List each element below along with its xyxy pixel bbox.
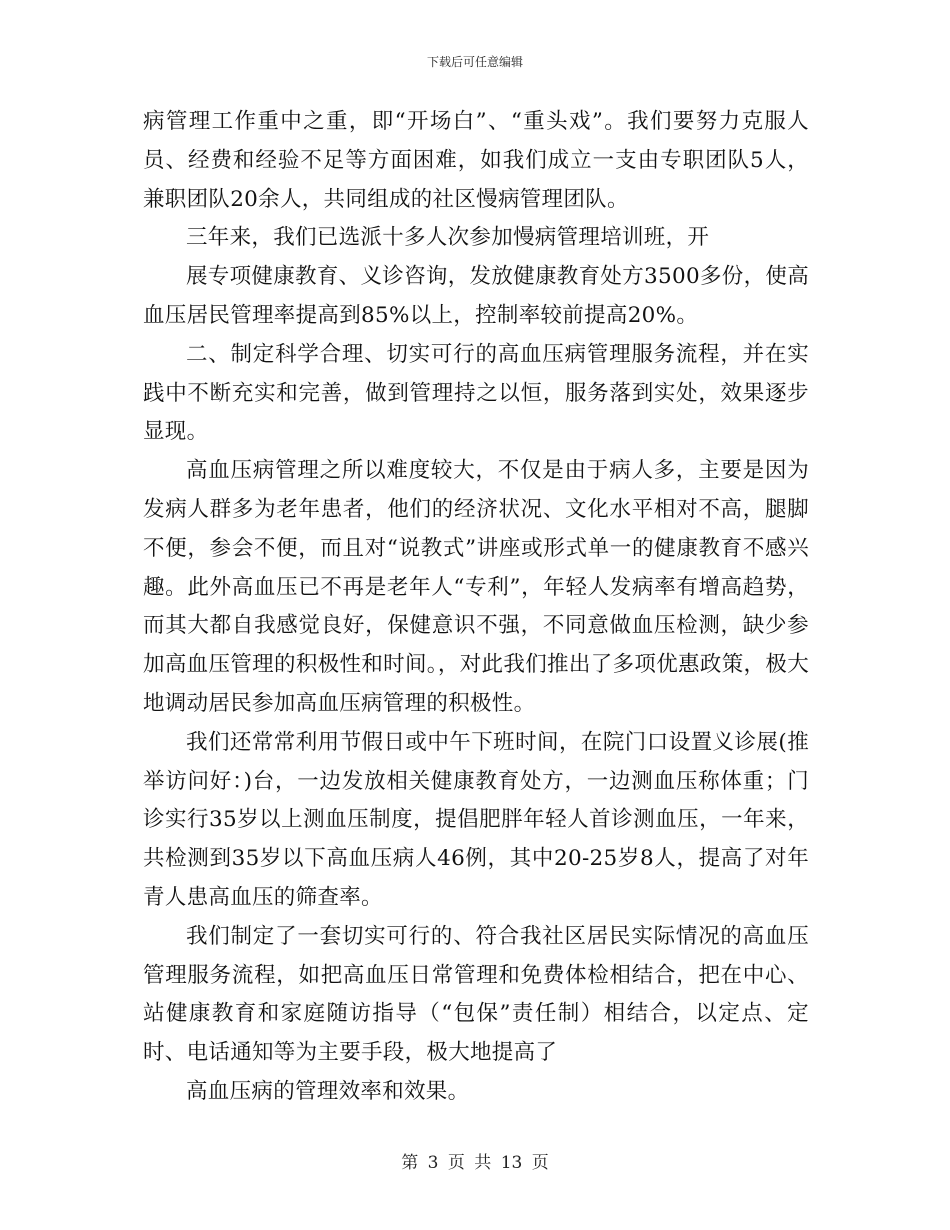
paragraph-8: 高血压病的管理效率和效果。 bbox=[186, 1078, 470, 1104]
paragraph-5: 高血压病管理之所以难度较大，不仅是由于病人多，主要是因为发病人群多为老年患者，他们的经济状况、文化水平相对不高，腿脚不便，参会不便，而且对“说教式”讲座或形式单一的健康教育不感兴趣。此外高血压已不再是老年人“专利”，年轻人发病率有增高趋势，而其大都自我感觉良好，保健意识不强，不同意做血压检测，缺少参加高血压管理的积极性和时间。，对此我们推出了多项优惠政策，极大地调动居民参加高血压病管理的积极性。 bbox=[143, 458, 809, 716]
paragraph-6: 我们还常常利用节假日或中午下班时间，在院门口设置义诊展(推举访问好：)台，一边发放相关健康教育处方，一边测血压称体重；门诊实行35岁以上测血压制度，提倡肥胖年轻人首诊测血压，一年来，共检测到35岁以下高血压病人46例，其中20-25岁8人，提高了对年青人患高血压的筛查率。 bbox=[143, 729, 809, 910]
page-header: 下载后可任意编辑 bbox=[426, 55, 523, 69]
page-footer: 第 3 页 共 13 页 bbox=[401, 1153, 549, 1173]
paragraph-7: 我们制定了一套切实可行的、符合我社区居民实际情况的高血压管理服务流程，如把高血压日常管理和免费体检相结合，把在中心、站健康教育和家庭随访指导（“包保”责任制）相结合，以定点、定时、电话通知等为主要手段，极大地提高了 bbox=[143, 923, 809, 1066]
paragraph-3: 展专项健康教育、义诊咨询，发放健康教育处方3500多份，使高血压居民管理率提高到85%以上，控制率较前提高20%。 bbox=[143, 264, 809, 328]
document-body bbox=[143, 103, 809, 1112]
paragraph-1: 病管理工作重中之重，即“开场白”、“重头戏”。我们要努力克服人员、经费和经验不足等方面困难，如我们成立一支由专职团队5人，兼职团队20余人，共同组成的社区慢病管理团队。 bbox=[143, 109, 809, 212]
paragraph-2: 三年来，我们已选派十多人次参加慢病管理培训班，开 bbox=[186, 225, 710, 251]
paragraph-4: 二、制定科学合理、切实可行的高血压病管理服务流程，并在实践中不断充实和完善，做到管理持之以恒，服务落到实处，效果逐步显现。 bbox=[143, 341, 809, 445]
